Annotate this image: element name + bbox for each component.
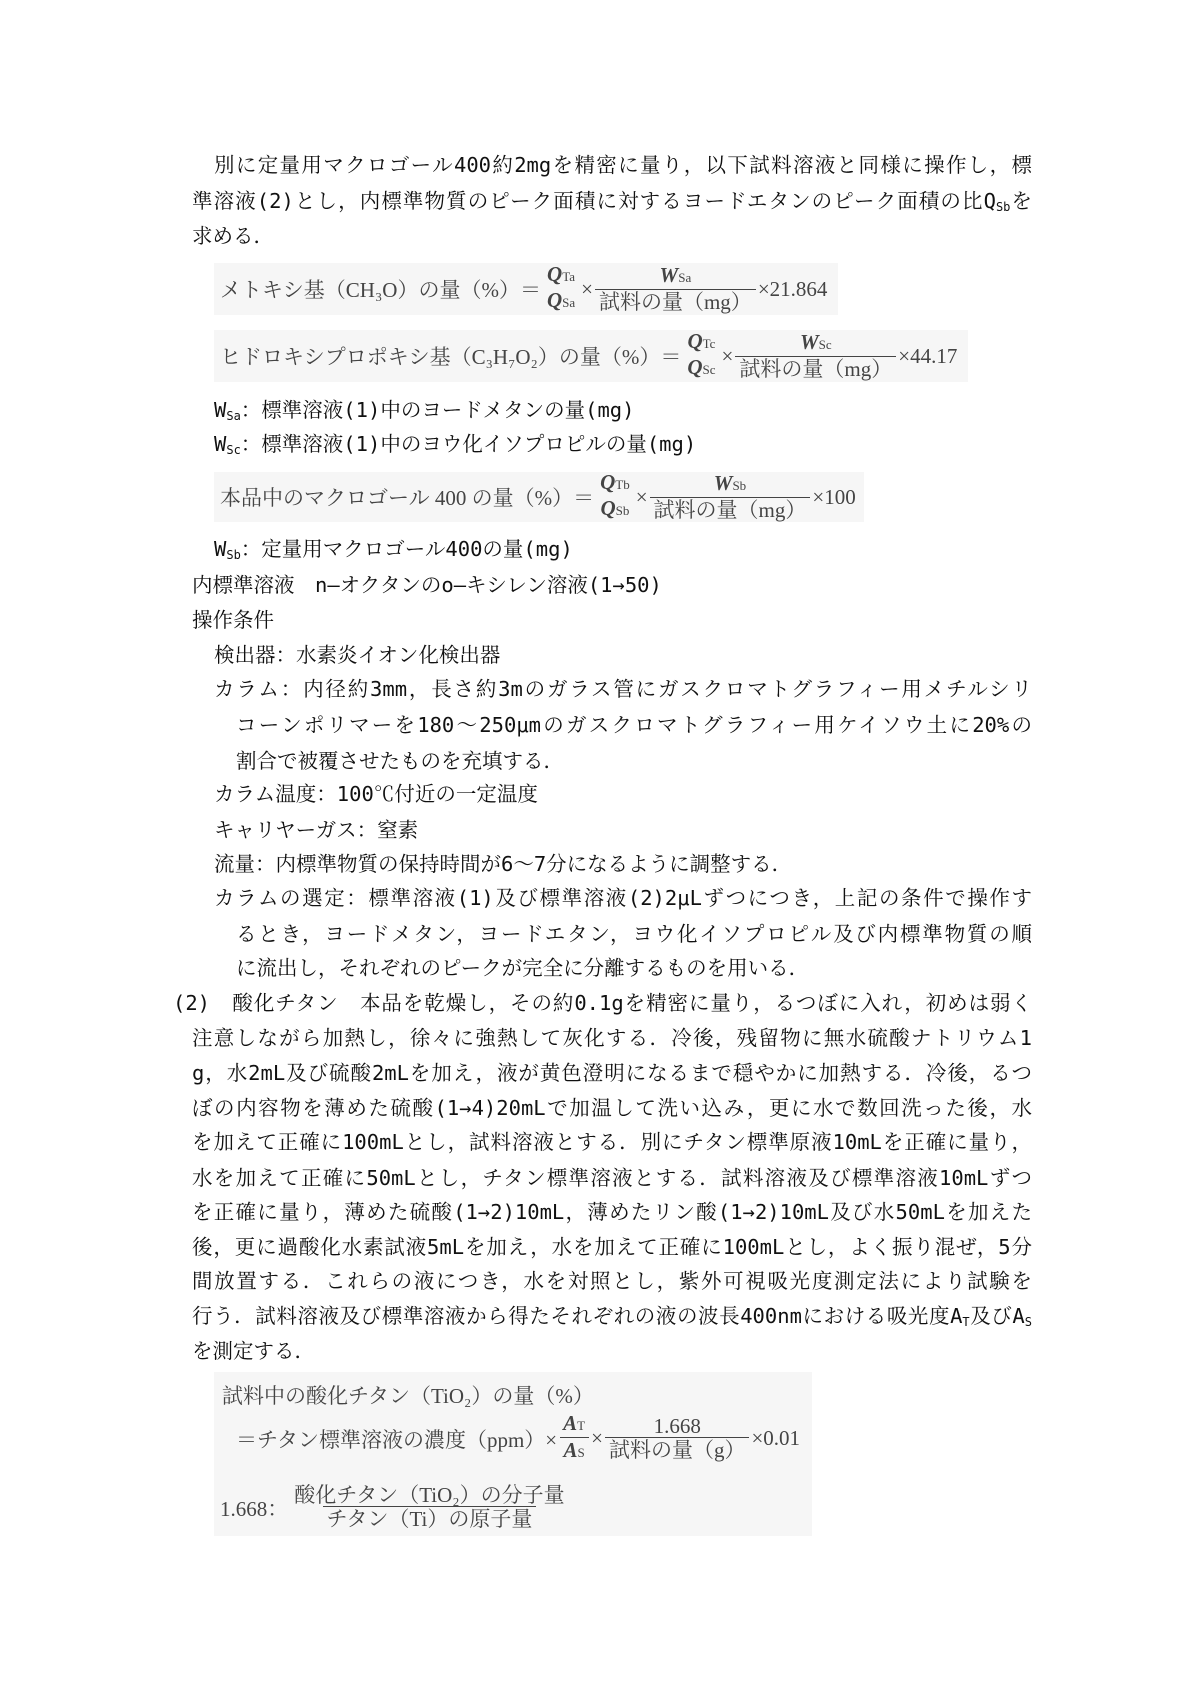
sec2-line10: 行う．試料溶液及び標準溶液から得たそれぞれの液の波長400nmにおける吸光度$A_T$及び$A_S$ bbox=[192, 1304, 1032, 1328]
para1-line2 bbox=[192, 189, 1032, 213]
para1-line1: 別に定量用マクロゴール400約2mgを精密に量り，以下試料溶液と同様に操作し，標 bbox=[214, 153, 1032, 177]
def-wsa: $W_{Sa}$：標準溶液(1)中のヨードメタンの量(mg) bbox=[214, 398, 635, 423]
cond-select-3: に流出し，それぞれのピークが完全に分離するものを用いる． bbox=[236, 956, 810, 980]
sec2-line11: を測定する． bbox=[192, 1339, 315, 1363]
cond-flow: 流量：内標準物質の保持時間が6～7分になるように調整する． bbox=[214, 852, 793, 876]
formula4-expression: ＝チタン標準溶液の濃度（ppm）× $\frac{AT}{AS}$ × $\frac{1.668}{\text{試料の量（g）}}$ ×0.01 bbox=[236, 1412, 800, 1465]
formula-factor: ×44.17 bbox=[898, 343, 958, 368]
internal-standard: 内標準溶液 n―オクタンのo―キシレン溶液(1→50) bbox=[192, 573, 662, 597]
formula-hydroxypropoxy: ヒドロキシプロポキシ基（C₃H₇O₂）の量（%）＝ QTc QSc × $\frac{\text{WSc}}{\text{試料の量（mg）}}$ ×44.17 bbox=[214, 330, 968, 382]
sec2-line9: 間放置する．これらの液につき，水を対照とし，紫外可視吸光度測定法により試験を bbox=[192, 1269, 1032, 1293]
para1-text: 準溶液(2)とし，内標準物質のピーク面積に対するヨードエタンのピーク面積の比Q bbox=[192, 189, 996, 213]
cond-carrier: キャリヤーガス：窒素 bbox=[214, 818, 419, 842]
formula4-title: 試料中の酸化チタン（TiO₂）の量（%） bbox=[222, 1384, 594, 1408]
w-ratio: $\frac{\text{WSc}}{\text{試料の量（mg）}}$ bbox=[735, 331, 896, 381]
para1-text-end: を bbox=[1010, 189, 1032, 213]
def-wsc: $W_{Sc}$：標準溶液(1)中のヨウ化イソプロピルの量(mg) bbox=[214, 432, 697, 457]
formula-label: 本品中のマクロゴール 400 の量（%）＝ bbox=[220, 486, 595, 510]
w-ratio: $\frac{\text{WSb}}{\text{試料の量（mg）}}$ bbox=[650, 472, 811, 522]
q-ratio: QTc QSc bbox=[687, 329, 716, 379]
qsb-subscript: Sb bbox=[995, 200, 1011, 213]
formula4-constant: 1.668： $\frac{\text{酸化チタン（TiO₂）の分子量}}{\text{チタン（Ti）の原子量}}$ bbox=[220, 1483, 565, 1531]
sec2-line4: ぼの内容物を薄めた硫酸(1→4)20mLで加温して洗い込み，更に水で数回洗った後，水 bbox=[192, 1096, 1032, 1120]
sec2-line2: 注意しながら加熱し，徐々に強熱して灰化する．冷後，残留物に無水硫酸ナトリウム1 bbox=[192, 1026, 1032, 1050]
sec2-line5: を加えて正確に100mLとし，試料溶液とする．別にチタン標準原液10mLを正確に量り， bbox=[192, 1130, 1032, 1154]
formula-titanium-oxide bbox=[214, 1372, 812, 1536]
cond-detector: 検出器：水素炎イオン化検出器 bbox=[214, 643, 501, 667]
cond-temp: カラム温度：100℃付近の一定温度 bbox=[214, 782, 538, 806]
q-ratio: QTb QSb bbox=[600, 470, 630, 520]
cond-select-1: カラムの選定：標準溶液(1)及び標準溶液(2)2μLずつにつき，上記の条件で操作す bbox=[214, 886, 1032, 910]
para1-line3: 求める． bbox=[192, 224, 274, 248]
w-ratio: $\frac{\text{WSa}}{\text{試料の量（mg）}}$ bbox=[595, 264, 756, 314]
sec2-line3: g，水2mL及び硫酸2mLを加え，液が黄色澄明になるまで穏やかに加熱する．冷後，るつ bbox=[192, 1061, 1032, 1085]
sec2-line7: を正確に量り，薄めた硫酸(1→2)10mL，薄めたリン酸(1→2)10mL及び水50mLを加えた bbox=[192, 1200, 1032, 1224]
formula-methoxy: メトキシ基（CH₃O）の量（%）＝ QTa QSa × $\frac{\text{WSa}}{\text{試料の量（mg）}}$ ×21.864 bbox=[214, 263, 838, 315]
formula-label: メトキシ基（CH₃O）の量（%）＝ bbox=[220, 278, 541, 302]
sec2-line6: 水を加えて正確に50mLとし，チタン標準溶液とする．試料溶液及び標準溶液10mLずつ bbox=[192, 1166, 1032, 1190]
formula-factor: ×100 bbox=[812, 484, 856, 509]
cond-column-3: 割合で被覆させたものを充填する． bbox=[236, 749, 564, 773]
sec2-line1: (2) 酸化チタン 本品を乾燥し，その約0.1gを精密に量り，るつぼに入れ，初めは弱く bbox=[173, 991, 1032, 1015]
formula-label: ヒドロキシプロポキシ基（C₃H₇O₂）の量（%）＝ bbox=[220, 345, 682, 369]
formula-macrogol: 本品中のマクロゴール 400 の量（%）＝ QTb QSb × $\frac{\text{WSb}}{\text{試料の量（mg）}}$ ×100 bbox=[214, 472, 864, 522]
cond-column-1: カラム：内径約3mm，長さ約3mのガラス管にガスクロマトグラフィー用メチルシリ bbox=[214, 677, 1032, 701]
cond-select-2: るとき，ヨードメタン，ヨードエタン，ヨウ化イソプロピル及び内標準物質の順 bbox=[236, 922, 1032, 946]
def-wsb: $W_{Sb}$：定量用マクロゴール400の量(mg) bbox=[214, 537, 573, 562]
q-ratio: QTa QSa bbox=[546, 262, 576, 312]
cond-column-2: コーンポリマーを180～250μmのガスクロマトグラフィー用ケイソウ土に20%の bbox=[236, 713, 1032, 737]
formula-factor: ×21.864 bbox=[757, 276, 828, 301]
conditions-heading: 操作条件 bbox=[192, 608, 274, 632]
sec2-line8: 後，更に過酸化水素試液5mLを加え，水を加えて正確に100mLとし，よく振り混ぜ，5分 bbox=[192, 1235, 1032, 1259]
